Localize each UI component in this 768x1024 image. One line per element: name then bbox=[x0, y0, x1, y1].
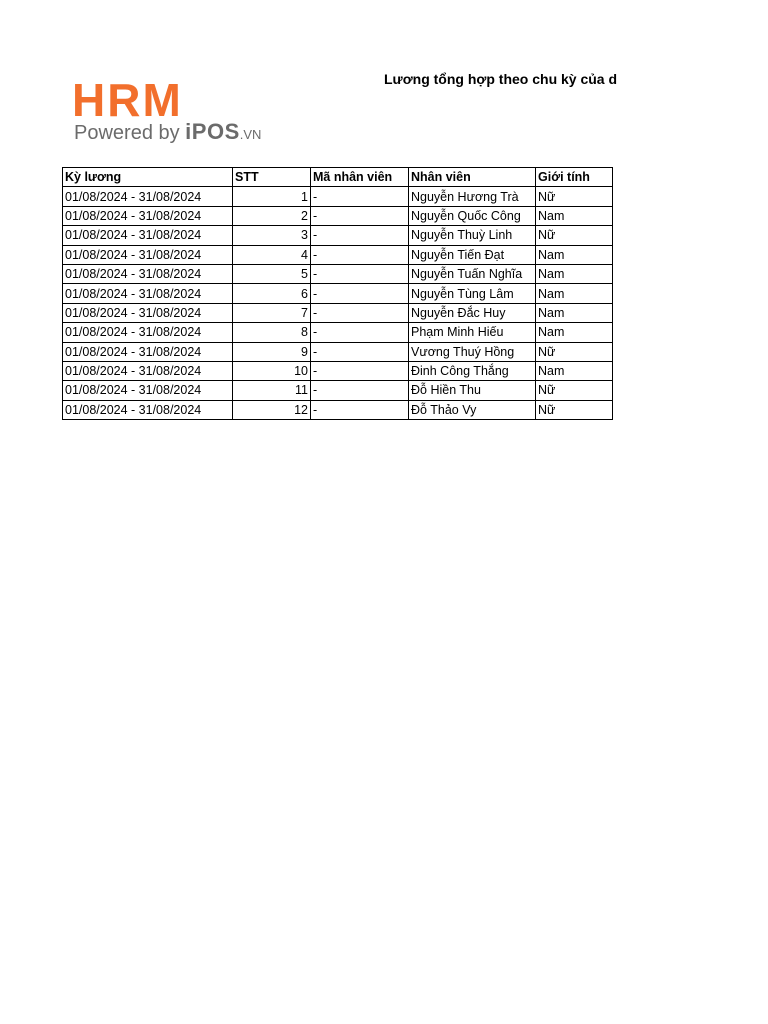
cell-employee-code: - bbox=[311, 400, 409, 419]
cell-employee-code: - bbox=[311, 245, 409, 264]
cell-employee-name: Vương Thuý Hồng bbox=[409, 342, 536, 361]
cell-gender: Nữ bbox=[536, 226, 613, 245]
header-stt: STT bbox=[233, 168, 311, 187]
cell-gender: Nữ bbox=[536, 187, 613, 206]
cell-gender: Nữ bbox=[536, 400, 613, 419]
table-row bbox=[63, 206, 613, 225]
table-row bbox=[63, 245, 613, 264]
table-header-row bbox=[63, 168, 613, 187]
cell-employee-name: Đinh Công Thắng bbox=[409, 361, 536, 380]
cell-stt: 10 bbox=[233, 361, 311, 380]
cell-period: 01/08/2024 - 31/08/2024 bbox=[63, 226, 233, 245]
cell-employee-name: Nguyễn Tuấn Nghĩa bbox=[409, 264, 536, 283]
cell-gender: Nam bbox=[536, 245, 613, 264]
cell-employee-code: - bbox=[311, 303, 409, 322]
cell-period: 01/08/2024 - 31/08/2024 bbox=[63, 342, 233, 361]
cell-employee-name: Nguyễn Tùng Lâm bbox=[409, 284, 536, 303]
table-row bbox=[63, 226, 613, 245]
cell-employee-name: Nguyễn Hương Trà bbox=[409, 187, 536, 206]
cell-period: 01/08/2024 - 31/08/2024 bbox=[63, 284, 233, 303]
cell-employee-name: Nguyễn Quốc Công bbox=[409, 206, 536, 225]
header-employee-code: Mã nhân viên bbox=[311, 168, 409, 187]
report-title: Lương tổng hợp theo chu kỳ của d bbox=[384, 71, 618, 87]
table-row bbox=[63, 400, 613, 419]
table-body bbox=[63, 187, 613, 420]
cell-employee-code: - bbox=[311, 206, 409, 225]
cell-employee-code: - bbox=[311, 381, 409, 400]
cell-gender: Nam bbox=[536, 284, 613, 303]
cell-stt: 3 bbox=[233, 226, 311, 245]
cell-employee-name: Đỗ Hiền Thu bbox=[409, 381, 536, 400]
cell-stt: 9 bbox=[233, 342, 311, 361]
cell-gender: Nam bbox=[536, 323, 613, 342]
payroll-table bbox=[62, 167, 613, 420]
cell-period: 01/08/2024 - 31/08/2024 bbox=[63, 381, 233, 400]
cell-employee-name: Đỗ Thảo Vy bbox=[409, 400, 536, 419]
table-row bbox=[63, 342, 613, 361]
cell-employee-name: Nguyễn Tiến Đạt bbox=[409, 245, 536, 264]
header-employee-name: Nhân viên bbox=[409, 168, 536, 187]
cell-period: 01/08/2024 - 31/08/2024 bbox=[63, 323, 233, 342]
logo-main-text: HRM bbox=[72, 74, 183, 126]
cell-employee-code: - bbox=[311, 264, 409, 283]
logo-powered-by bbox=[74, 120, 261, 147]
cell-gender: Nam bbox=[536, 264, 613, 283]
cell-employee-code: - bbox=[311, 187, 409, 206]
cell-stt: 11 bbox=[233, 381, 311, 400]
cell-period: 01/08/2024 - 31/08/2024 bbox=[63, 206, 233, 225]
table-row bbox=[63, 361, 613, 380]
cell-employee-code: - bbox=[311, 226, 409, 245]
table-row bbox=[63, 303, 613, 322]
cell-period: 01/08/2024 - 31/08/2024 bbox=[63, 264, 233, 283]
table-row bbox=[63, 264, 613, 283]
cell-employee-code: - bbox=[311, 323, 409, 342]
cell-stt: 6 bbox=[233, 284, 311, 303]
header-gender: Giới tính bbox=[536, 168, 613, 187]
hrm-logo bbox=[72, 74, 322, 146]
cell-employee-name: Phạm Minh Hiếu bbox=[409, 323, 536, 342]
cell-employee-code: - bbox=[311, 342, 409, 361]
cell-stt: 2 bbox=[233, 206, 311, 225]
header-period: Kỳ lương bbox=[63, 168, 233, 187]
cell-stt: 8 bbox=[233, 323, 311, 342]
cell-stt: 7 bbox=[233, 303, 311, 322]
logo-brand: iPOS bbox=[185, 119, 240, 144]
cell-stt: 5 bbox=[233, 264, 311, 283]
cell-period: 01/08/2024 - 31/08/2024 bbox=[63, 187, 233, 206]
cell-employee-code: - bbox=[311, 361, 409, 380]
cell-period: 01/08/2024 - 31/08/2024 bbox=[63, 303, 233, 322]
cell-gender: Nam bbox=[536, 361, 613, 380]
cell-employee-name: Nguyễn Đắc Huy bbox=[409, 303, 536, 322]
cell-stt: 1 bbox=[233, 187, 311, 206]
table-row bbox=[63, 323, 613, 342]
logo-powered-by-label: Powered by bbox=[74, 122, 186, 144]
cell-gender: Nữ bbox=[536, 342, 613, 361]
table-row bbox=[63, 381, 613, 400]
cell-gender: Nam bbox=[536, 303, 613, 322]
table-row bbox=[63, 284, 613, 303]
cell-period: 01/08/2024 - 31/08/2024 bbox=[63, 400, 233, 419]
cell-employee-name: Nguyễn Thuỳ Linh bbox=[409, 226, 536, 245]
cell-stt: 12 bbox=[233, 400, 311, 419]
cell-gender: Nam bbox=[536, 206, 613, 225]
cell-period: 01/08/2024 - 31/08/2024 bbox=[63, 361, 233, 380]
cell-gender: Nữ bbox=[536, 381, 613, 400]
logo-tld: .VN bbox=[239, 127, 262, 142]
cell-employee-code: - bbox=[311, 284, 409, 303]
table-row bbox=[63, 187, 613, 206]
cell-period: 01/08/2024 - 31/08/2024 bbox=[63, 245, 233, 264]
cell-stt: 4 bbox=[233, 245, 311, 264]
